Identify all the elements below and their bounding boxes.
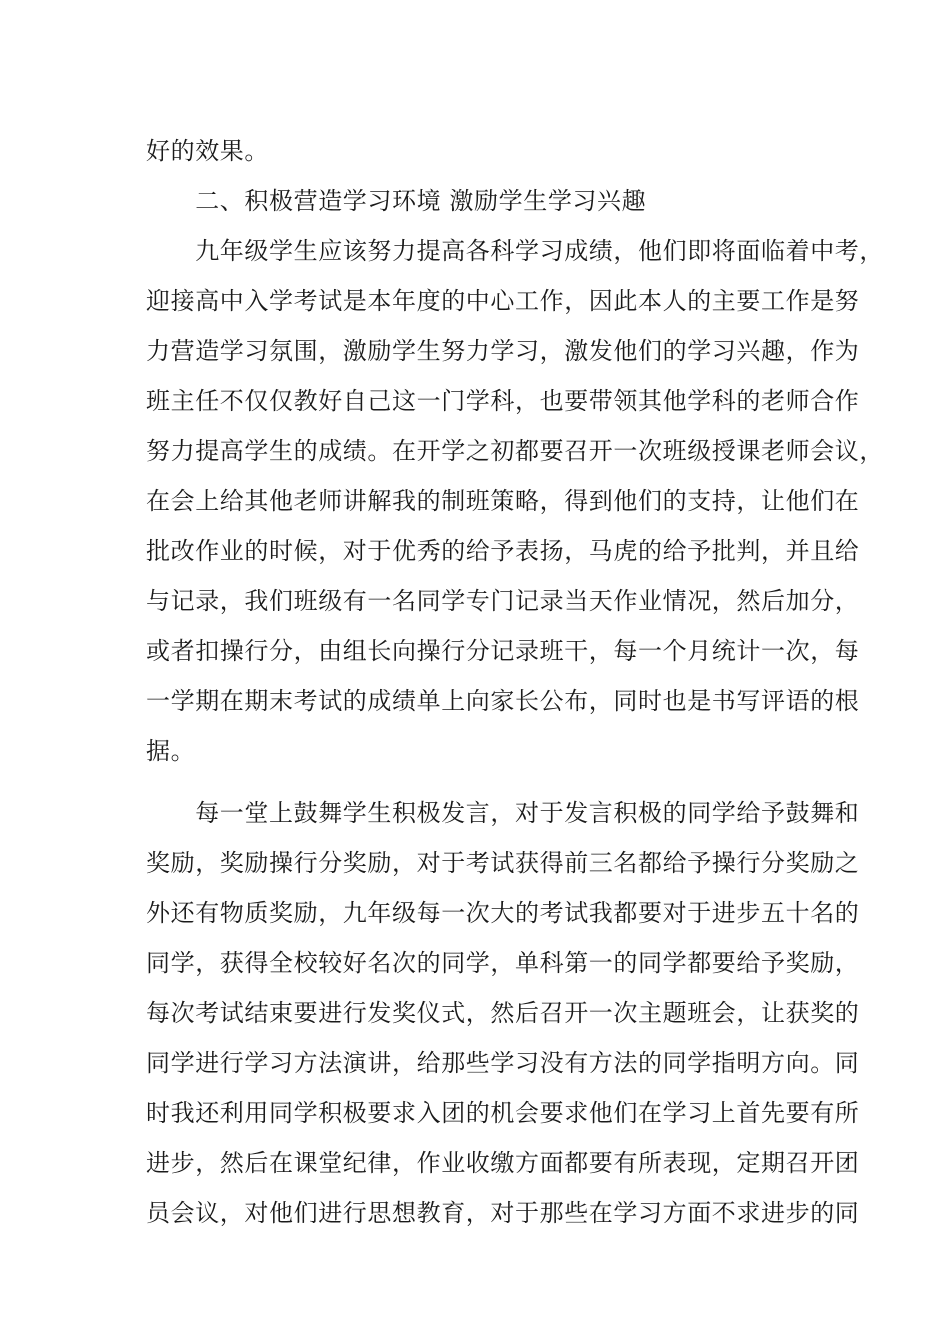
text-line: 时我还利用同学积极要求入团的机会要求他们在学习上首先要有所 <box>146 1099 860 1127</box>
text-line: 班主任不仅仅教好自己这一门学科，也要带领其他学科的老师合作 <box>146 387 860 415</box>
text-line: 或者扣操行分，由组长向操行分记录班干，每一个月统计一次，每 <box>146 637 860 665</box>
text-line: 同学，获得全校较好名次的同学，单科第一的同学都要给予奖励， <box>146 949 860 977</box>
text-line: 每一堂上鼓舞学生积极发言，对于发言积极的同学给予鼓舞和 <box>146 799 860 827</box>
text-line: 进步，然后在课堂纪律，作业收缴方面都要有所表现，定期召开团 <box>146 1149 860 1177</box>
text-line: 九年级学生应该努力提高各科学习成绩，他们即将面临着中考， <box>146 237 884 265</box>
text-line: 外还有物质奖励，九年级每一次大的考试我都要对于进步五十名的 <box>146 899 860 927</box>
text-line: 据。 <box>146 737 196 765</box>
text-line: 与记录，我们班级有一名同学专门记录当天作业情况，然后加分， <box>146 587 860 615</box>
section-heading: 二、积极营造学习环境 激励学生学习兴趣 <box>146 187 647 215</box>
text-line: 同学进行学习方法演讲，给那些学习没有方法的同学指明方向。同 <box>146 1049 860 1077</box>
text-line: 迎接高中入学考试是本年度的中心工作，因此本人的主要工作是努 <box>146 287 860 315</box>
text-line: 力营造学习氛围，激励学生努力学习，激发他们的学习兴趣，作为 <box>146 337 860 365</box>
text-line: 好的效果。 <box>146 137 269 165</box>
text-line: 努力提高学生的成绩。在开学之初都要召开一次班级授课老师会议， <box>146 437 884 465</box>
text-line: 批改作业的时候，对于优秀的给予表扬，马虎的给予批判，并且给 <box>146 537 860 565</box>
paragraph-gap <box>146 776 826 788</box>
text-line: 在会上给其他老师讲解我的制班策略，得到他们的支持，让他们在 <box>146 487 860 515</box>
text-line: 每次考试结束要进行发奖仪式，然后召开一次主题班会，让获奖的 <box>146 999 860 1027</box>
text-line: 一学期在期末考试的成绩单上向家长公布，同时也是书写评语的根 <box>146 687 860 715</box>
text-line: 奖励，奖励操行分奖励，对于考试获得前三名都给予操行分奖励之 <box>146 849 860 877</box>
document-body <box>146 126 884 1238</box>
text-line: 员会议，对他们进行思想教育，对于那些在学习方面不求进步的同 <box>146 1199 860 1227</box>
